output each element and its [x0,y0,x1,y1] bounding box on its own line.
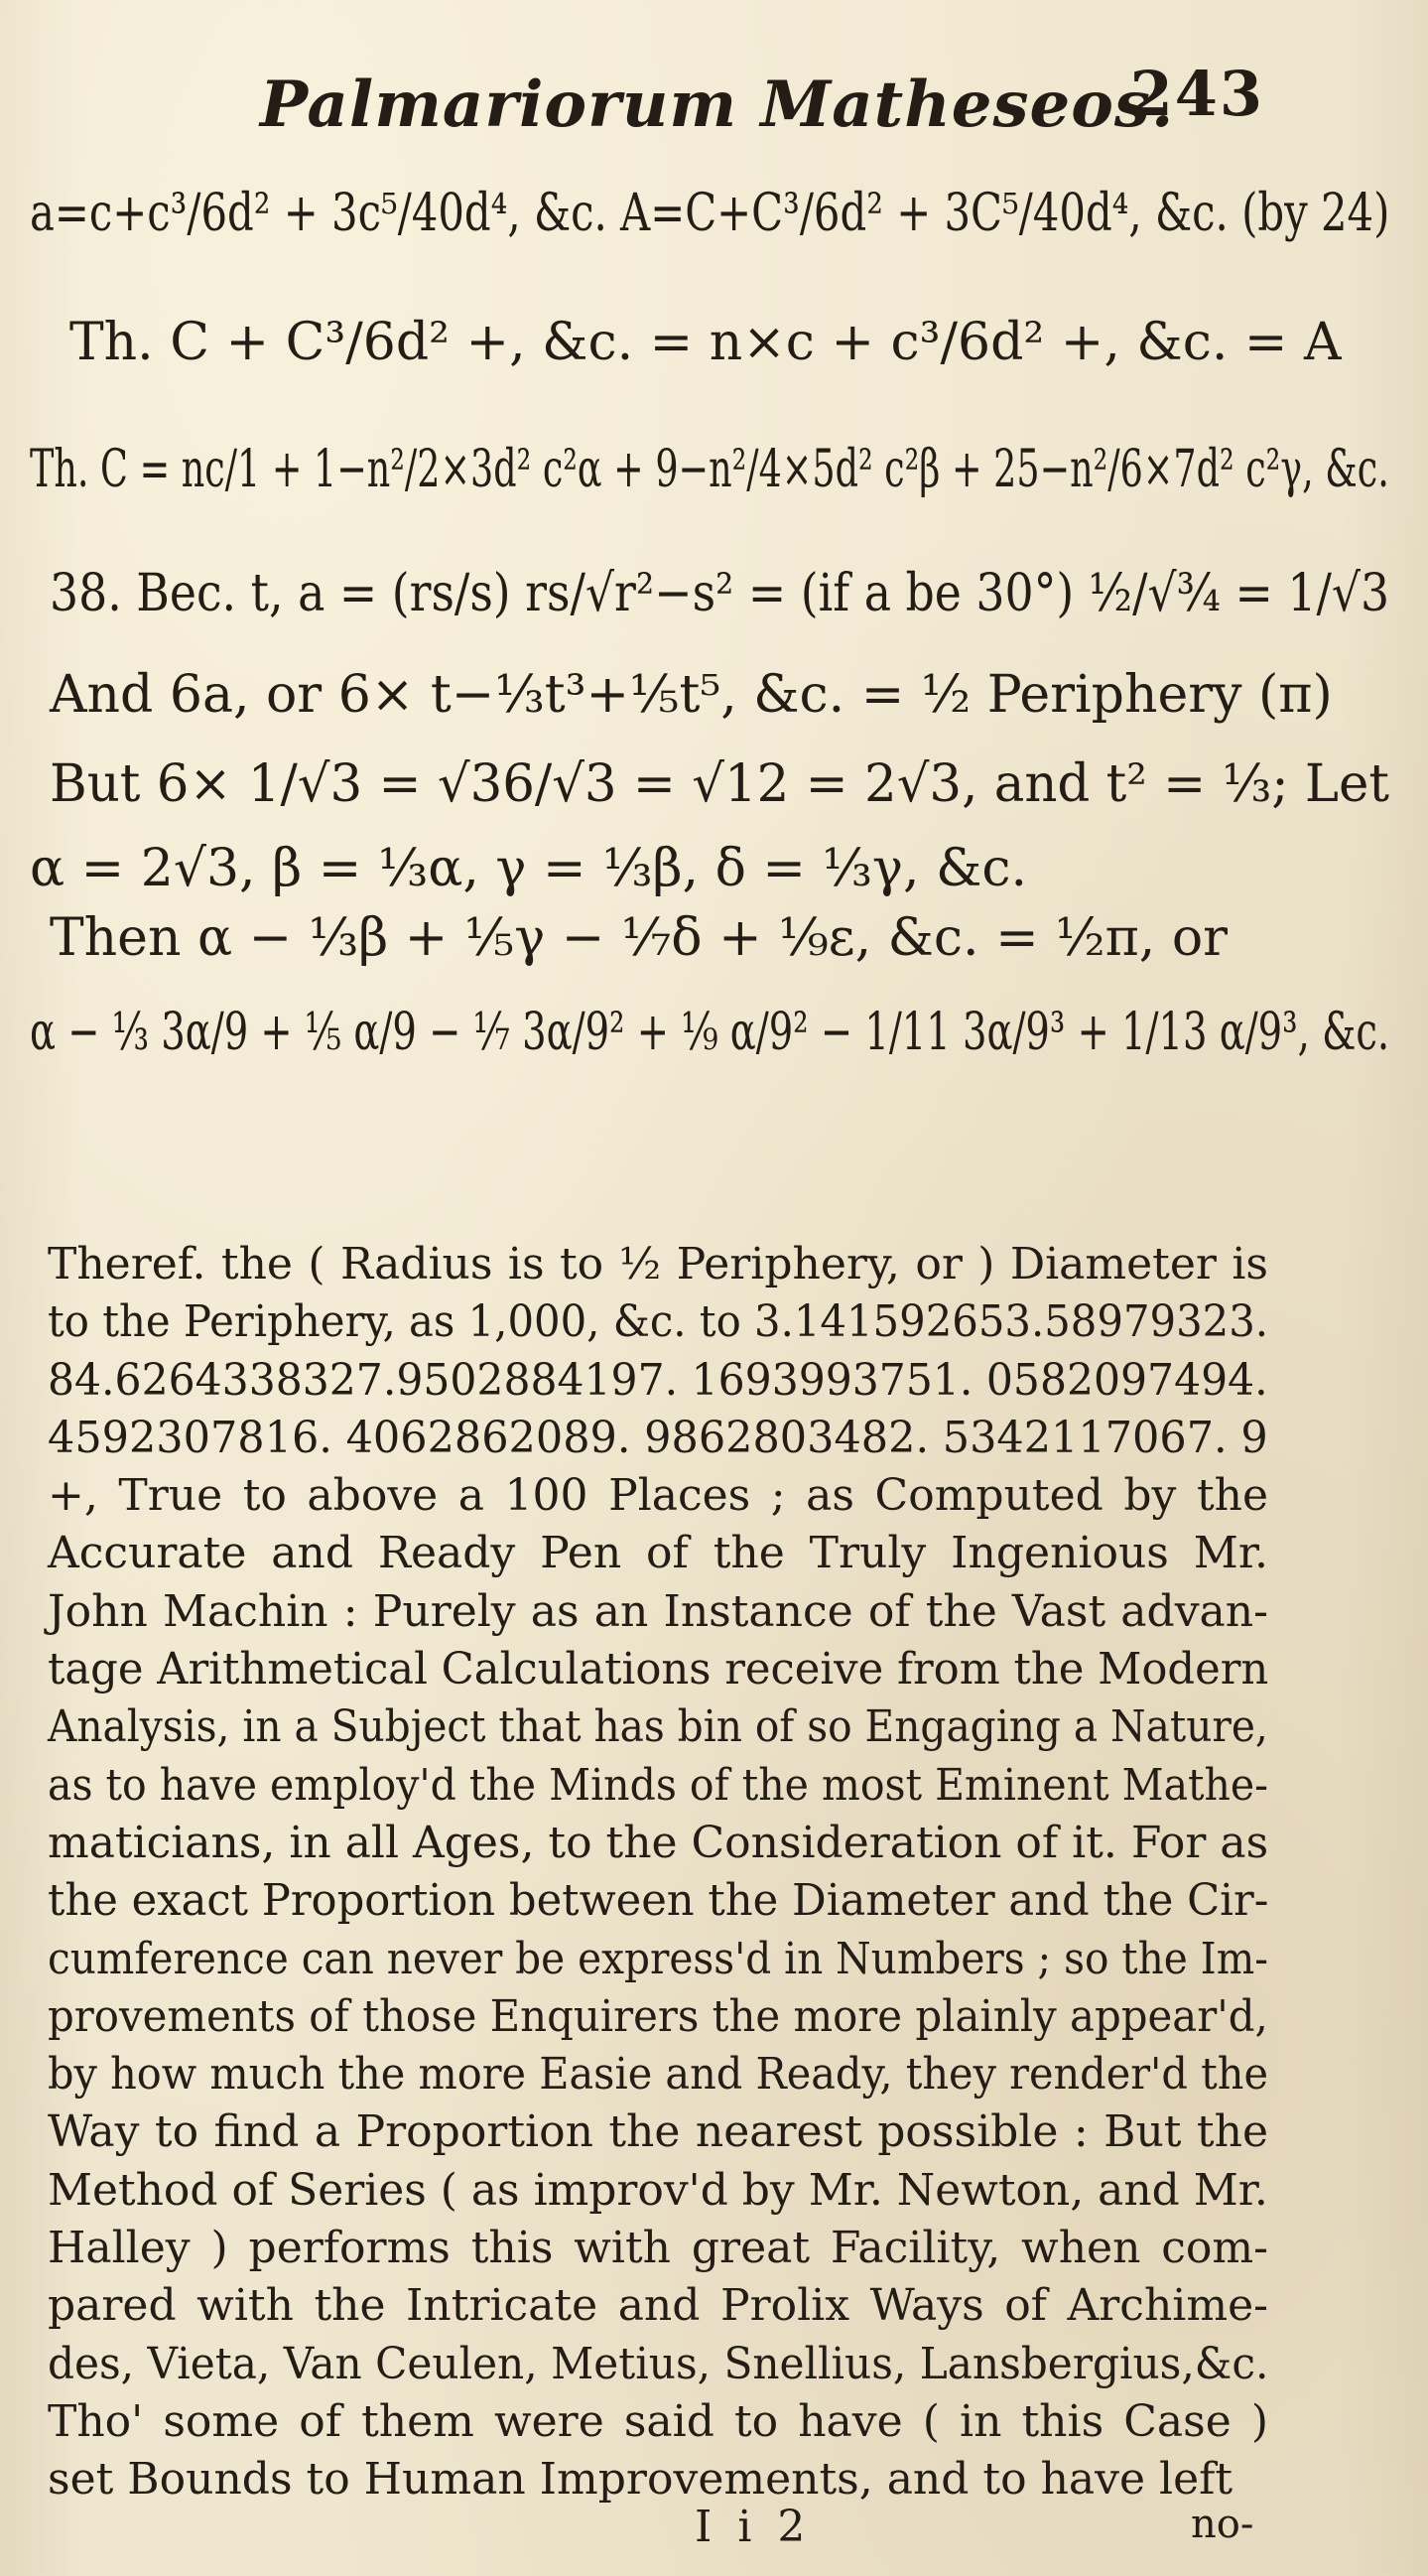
text-line: des, Vieta, Van Ceulen, Metius, Snellius, Lansbergius,&c. [48,2338,1269,2389]
body-paragraph [48,1236,1268,2509]
text-line: set Bounds to Human Improvements, and to have left [48,2454,1233,2506]
running-title: Palmariorum Matheseos. [260,68,1175,142]
text-line: Tho' some of them were said to have ( in this Case ) [48,2395,1268,2447]
text-line: to the Periphery, as 1,000, &c. to 3.141592653.58979323. [48,1296,1269,1348]
page-header [0,58,1428,147]
formula-line: α − ⅓ 3α/9 + ⅕ α/9 − ⅐ 3α/9² + ⅑ α/9² − 1/11 3α/9³ + 1/13 α/9³, &c. [30,1003,1390,1062]
formula-line: a=c+c³/6d² + 3c⁵/40d⁴, &c. A=C+C³/6d² + 3C⁵/40d⁴, &c. (by 24) [30,184,1390,243]
text-line: tage Arithmetical Calculations receive from the Modern [48,1644,1269,1695]
text-line: the exact Proportion between the Diameter and the Cir- [48,1875,1269,1927]
text-line: as to have employ'd the Minds of the most Eminent Mathe- [48,1759,1269,1811]
formula-block [30,149,1399,1092]
formula-line: And 6a, or 6× t−⅓t³+⅕t⁵, &c. = ½ Periphery (π) [50,665,1333,725]
formula-line: α = 2√3, β = ⅓α, γ = ⅓β, δ = ⅓γ, &c. [30,839,1028,898]
text-line: 4592307816. 4062862089. 9862803482. 5342117067. 9 [48,1412,1268,1463]
formula-line: Th. C = nc/1 + 1−n²/2×3d² c²α + 9−n²/4×5d² c²β + 25−n²/6×7d² c²γ, &c. [30,439,1389,499]
signature-mark: I i 2 [695,2502,812,2552]
formula-line: Th. C + C³/6d² +, &c. = n×c + c³/6d² +, &c. = A [69,313,1342,372]
text-line: cumference can never be express'd in Numbers ; so the Im- [48,1933,1268,1984]
text-line: Halley ) performs this with great Facility, when com- [48,2223,1268,2274]
formula-line: But 6× 1/√3 = √36/√3 = √12 = 2√3, and t² = ⅓; Let [50,754,1390,814]
text-line: Method of Series ( as improv'd by Mr. Newton, and Mr. [48,2164,1268,2216]
text-line: Theref. the ( Radius is to ½ Periphery, or ) Diameter is [48,1239,1268,1289]
text-line: Way to find a Proportion the nearest possible : But the [48,2106,1268,2158]
text-line: provements of those Enquirers the more plainly appear'd, [48,1990,1268,2042]
text-line: Analysis, in a Subject that has bin of so Engaging a Nature, [48,1701,1268,1753]
text-line: pared with the Intricate and Prolix Ways of Archime- [48,2280,1268,2332]
formula-line: 38. Bec. t, a = (rs/s) rs/√r²−s² = (if a be 30°) ½/√¾ = 1/√3 [50,563,1390,623]
text-line: maticians, in all Ages, to the Consideration of it. For as [48,1817,1269,1868]
page-number: 243 [1129,58,1264,130]
text-line: Accurate and Ready Pen of the Truly Ingenious Mr. [48,1528,1268,1579]
catchword: no- [1191,2502,1254,2547]
page-footer [0,2502,1428,2561]
text-line: 84.6264338327.9502884197. 1693993751. 0582097494. [48,1354,1268,1406]
text-line: by how much the more Easie and Ready, they render'd the [48,2049,1268,2101]
text-line: +, True to above a 100 Places ; as Computed by the [48,1470,1268,1522]
text-line: John Machin : Purely as an Instance of the Vast advan- [48,1585,1268,1637]
formula-line: Then α − ⅓β + ⅕γ − ⅐δ + ⅑ε, &c. = ½π, or [50,908,1229,968]
